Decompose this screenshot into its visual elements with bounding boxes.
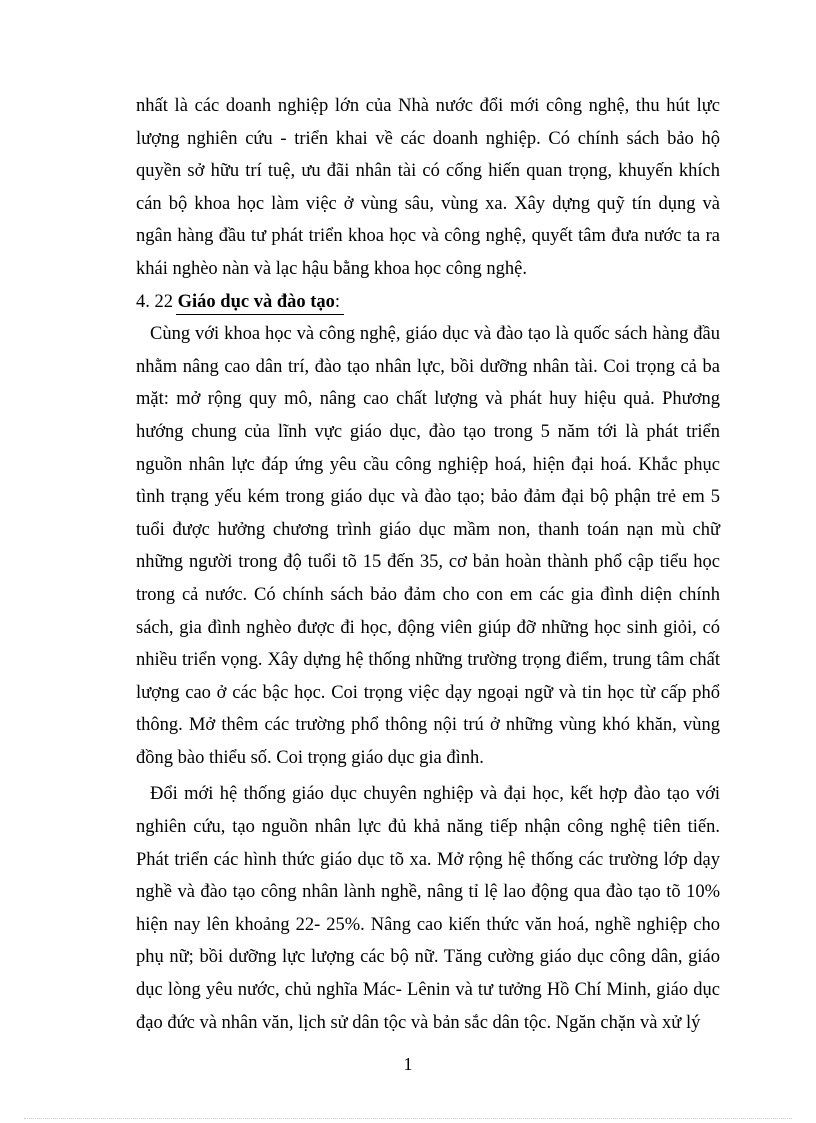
section-number: 4. 22 (136, 291, 178, 312)
section-title: Giáo dục và đào tạo (177, 291, 335, 312)
page-number: 1 (403, 1054, 413, 1074)
section-colon: : (334, 291, 341, 312)
continuation-paragraph: nhất là các doanh nghiệp lớn của Nhà nước đổi mới công nghệ, thu hút lực lượng nghiên cứu - triển khai về các doanh nghiệp. Có chính sách bảo hộ quyền sở hữu trí tuệ, ưu đãi nhân tài có cống hiến quan trọng, khuyến khích cán bộ khoa học làm việc ở vùng sâu, vùng xa. Xây dựng quỹ tín dụng và ngân hàng đầu tư phát triển khoa học và công nghệ, quyết tâm đưa nước ta ra khái nghèo nàn và lạc hậu bằng khoa học công nghệ. (136, 96, 720, 279)
section-heading (136, 286, 720, 319)
page-bottom-divider (24, 1118, 792, 1119)
body-text (136, 90, 720, 1039)
paragraph-higher-education: Đổi mới hệ thống giáo dục chuyên nghiệp và đại học, kết hợp đào tạo với nghiên cứu, tạo nguồn nhân lực đủ khả năng tiếp nhận công nghệ tiên tiến. Phát triển các hình thức giáo dục tõ xa. Mở rộng hệ thống các trường lớp dạy nghề và đào tạo công nhân lành nghề, nâng tỉ lệ lao động qua đào tạo tõ 10% hiện nay lên khoảng 22- 25%. Nâng cao kiến thức văn hoá, nghề nghiệp cho phụ nữ; bồi dưỡng lực lượng các bộ nữ. Tăng cường giáo dục công dân, giáo dục lòng yêu nước, chủ nghĩa Mác- Lênin và tư tưởng Hồ Chí Minh, giáo dục đạo đức và nhân văn, lịch sử dân tộc và bản sắc dân tộc. Ngăn chặn và xử lý (136, 784, 720, 1033)
heading-underline (176, 314, 344, 315)
paragraph-education-policy: Cùng với khoa học và công nghệ, giáo dục và đào tạo là quốc sách hàng đầu nhằm nâng cao dân trí, đào tạo nhân lực, bồi dưỡng nhân tài. Coi trọng cả ba mặt: mở rộng quy mô, nâng cao chất lượng và phát huy hiệu quả. Phương hướng chung của lĩnh vực giáo dục, đào tạo trong 5 năm tới là phát triển nguồn nhân lực đáp ứng yêu cầu công nghiệp hoá, hiện đại hoá. Khắc phục tình trạng yếu kém trong giáo dục và đào tạo; bảo đảm đại bộ phận trẻ em 5 tuổi được hưởng chương trình giáo dục mầm non, thanh toán nạn mù chữ những người trong độ tuổi tõ 15 đến 35, cơ bản hoàn thành phổ cập tiểu học trong cả nước. Có chính sách bảo đảm cho con em các gia đình diện chính sách, gia đình nghèo được đi học, động viên giúp đỡ những học sinh giỏi, có nhiều triển vọng. Xây dựng hệ thống những trường trọng điểm, trung tâm chất lượng cao ở các bậc học. Coi trọng việc dạy ngoại ngữ và tin học từ cấp phổ thông. Mở thêm các trường phổ thông nội trú ở những vùng khó khăn, vùng đồng bào thiểu số. Coi trọng giáo dục gia đình. (136, 324, 720, 768)
